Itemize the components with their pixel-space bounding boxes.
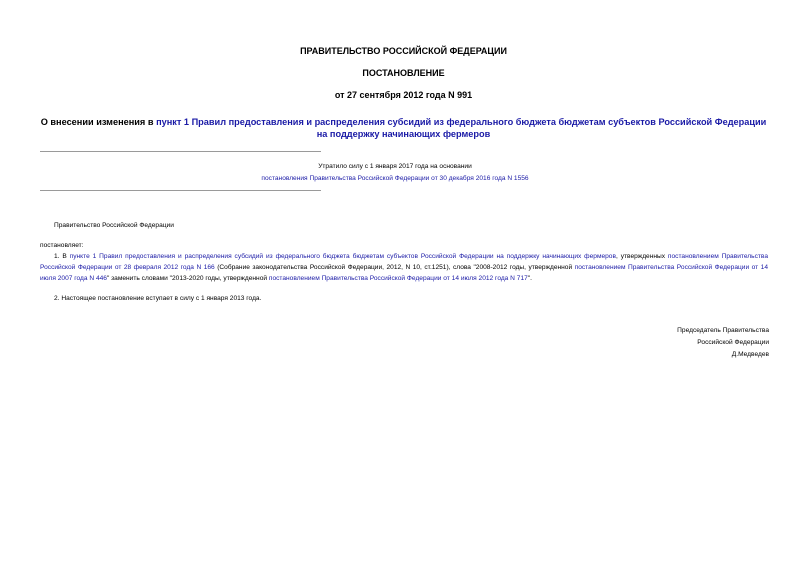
title-link[interactable]: пункт 1 Правил предоставления и распределения субсидий из федерального бюджета бюджетам субъектов Российской Федерации на поддержку начинающих фермеров xyxy=(156,117,767,139)
paragraph-1 xyxy=(40,251,768,284)
government-heading: ПРАВИТЕЛЬСТВО РОССИЙСКОЙ ФЕДЕРАЦИИ xyxy=(300,46,507,56)
repeal-note-line1: Утратило силу с 1 января 2017 года на основании xyxy=(318,163,472,170)
divider-top xyxy=(40,151,321,152)
p1-link-decree-446[interactable]: постановлением Правительства Российской Федерации от 14 июля 2007 года N 446 xyxy=(40,264,768,282)
divider-bottom xyxy=(40,190,321,191)
resolves-text: постановляет: xyxy=(40,242,84,249)
signature-line-2: Российской Федерации xyxy=(697,339,769,346)
title-prefix: О внесении изменения в xyxy=(40,117,157,127)
p1-end: ". xyxy=(527,275,532,282)
paragraph-2: 2. Настоящее постановление вступает в силу с 1 января 2013 года. xyxy=(54,295,262,302)
signature-line-1: Председатель Правительства xyxy=(677,327,769,334)
issuer-text: Правительство Российской Федерации xyxy=(54,222,174,229)
signature-block xyxy=(677,325,769,361)
document-type-heading: ПОСТАНОВЛЕНИЕ xyxy=(362,68,445,78)
p1-mid3: " заменить словами "2013-2020 годы, утвержденной xyxy=(106,275,269,282)
date-number-heading: от 27 сентября 2012 года N 991 xyxy=(334,90,473,100)
p1-link-decree-166[interactable]: постановлением Правительства Российской Федерации от 28 февраля 2012 года N 166 xyxy=(40,253,769,271)
repeal-note-link-wrap xyxy=(230,175,560,182)
repeal-note-link[interactable]: постановления Правительства Российской Федерации от 30 декабря 2016 года N 1556 xyxy=(261,175,529,182)
p1-start: 1. В xyxy=(54,253,70,260)
p1-link-decree-717[interactable]: постановлением Правительства Российской Федерации от 14 июля 2012 года N 717 xyxy=(268,275,528,282)
p1-mid2: (Собрание законодательства Российской Федерации, 2012, N 10, ст.1251), слова "2008-2012 годы, утвержденной xyxy=(214,264,575,271)
signature-line-3: Д.Медведев xyxy=(731,351,769,358)
p1-link-rules[interactable]: пункте 1 Правил предоставления и распределения субсидий из федерального бюджета бюджетам субъектов Российской Федерации на поддержку начинающих фермеров xyxy=(69,253,616,260)
document-title xyxy=(40,116,767,140)
p1-mid1: , утвержденных xyxy=(615,253,668,260)
